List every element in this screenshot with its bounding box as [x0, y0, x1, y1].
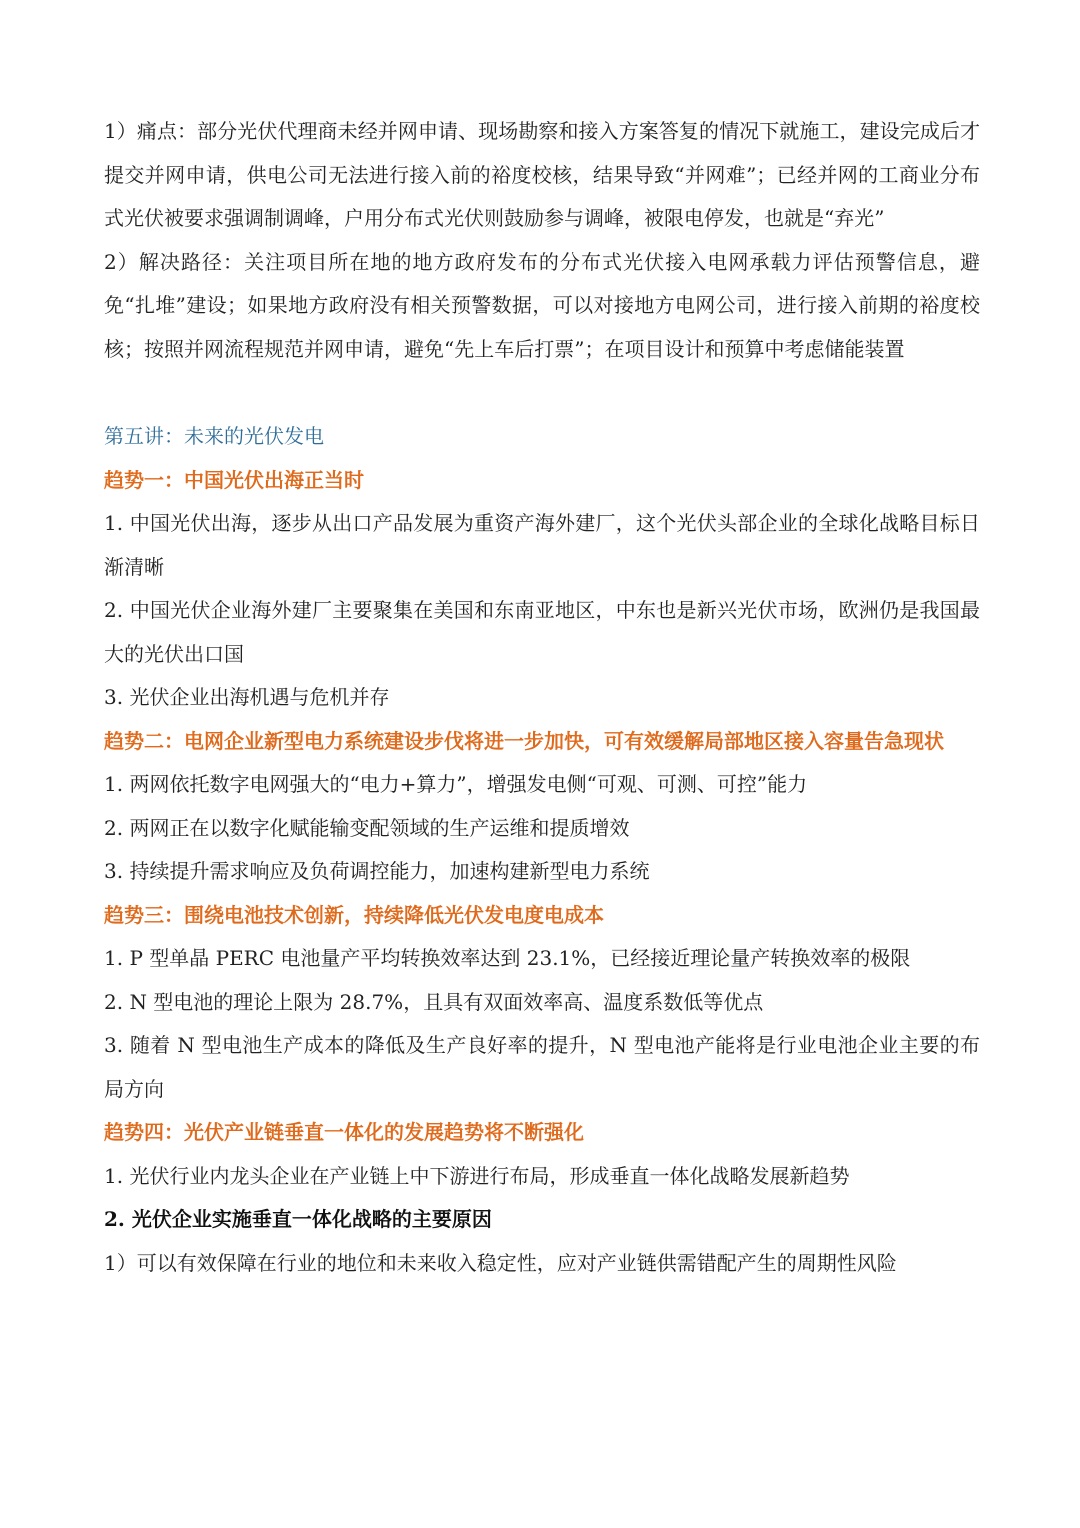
document-page	[104, 110, 980, 1285]
trend-1-item-2: 2. 中国光伏企业海外建厂主要聚集在美国和东南亚地区，中东也是新兴光伏市场，欧洲仍是我国最大的光伏出口国	[104, 598, 980, 666]
trend-1-item-3: 3. 光伏企业出海机遇与危机并存	[104, 685, 390, 709]
trend-2-title: 趋势二：电网企业新型电力系统建设步伐将进一步加快，可有效缓解局部地区接入容量告急现状	[104, 728, 944, 753]
trend-3-item-1: 1. P 型单晶 PERC 电池量产平均转换效率达到 23.1%，已经接近理论量产转换效率的极限	[104, 946, 911, 970]
solution-paragraph: 2）解决路径：关注项目所在地的地方政府发布的分布式光伏接入电网承载力评估预警信息，避免“扎堆”建设；如果地方政府没有相关预警数据，可以对接地方电网公司，进行接入前期的裕度校核；按照并网流程规范并网申请，避免“先上车后打票”；在项目设计和预算中考虑储能装置	[104, 249, 980, 361]
trend-3-item-3: 3. 随着 N 型电池生产成本的降低及生产良好率的提升，N 型电池产能将是行业电池企业主要的布局方向	[104, 1033, 980, 1101]
trend-2-item-2: 2. 两网正在以数字化赋能输变配领域的生产运维和提质增效	[104, 815, 630, 840]
trend-4-bold-item: 2. 光伏企业实施垂直一体化战略的主要原因	[104, 1207, 492, 1231]
trend-2-item-3: 3. 持续提升需求响应及负荷调控能力，加速构建新型电力系统	[104, 859, 650, 883]
trend-3-item-2: 2. N 型电池的理论上限为 28.7%，且具有双面效率高、温度系数低等优点	[104, 989, 764, 1014]
trend-4-item-1: 1. 光伏行业内龙头企业在产业链上中下游进行布局，形成垂直一体化战略发展新趋势	[104, 1163, 850, 1188]
section-spacer	[104, 371, 980, 415]
trend-3-title: 趋势三：围绕电池技术创新，持续降低光伏发电度电成本	[104, 902, 604, 927]
trend-2-item-1: 1. 两网依托数字电网强大的“电力+算力”，增强发电侧“可观、可测、可控”能力	[104, 772, 808, 796]
section-title: 第五讲：未来的光伏发电	[104, 424, 324, 448]
trend-4-sub-item-1: 1）可以有效保障在行业的地位和未来收入稳定性，应对产业链供需错配产生的周期性风险	[104, 1250, 897, 1275]
trend-1-item-1: 1. 中国光伏出海，逐步从出口产品发展为重资产海外建厂，这个光伏头部企业的全球化战略目标日渐清晰	[104, 511, 980, 579]
trend-1-title: 趋势一：中国光伏出海正当时	[104, 467, 364, 492]
trend-4-title: 趋势四：光伏产业链垂直一体化的发展趋势将不断强化	[104, 1120, 584, 1144]
pain-point-paragraph: 1）痛点：部分光伏代理商未经并网申请、现场勘察和接入方案答复的情况下就施工，建设完成后才提交并网申请，供电公司无法进行接入前的裕度校核，结果导致“并网难”；已经并网的工商业分布式光伏被要求强调制调峰，户用分布式光伏则鼓励参与调峰，被限电停发，也就是“弃光”	[104, 119, 980, 230]
